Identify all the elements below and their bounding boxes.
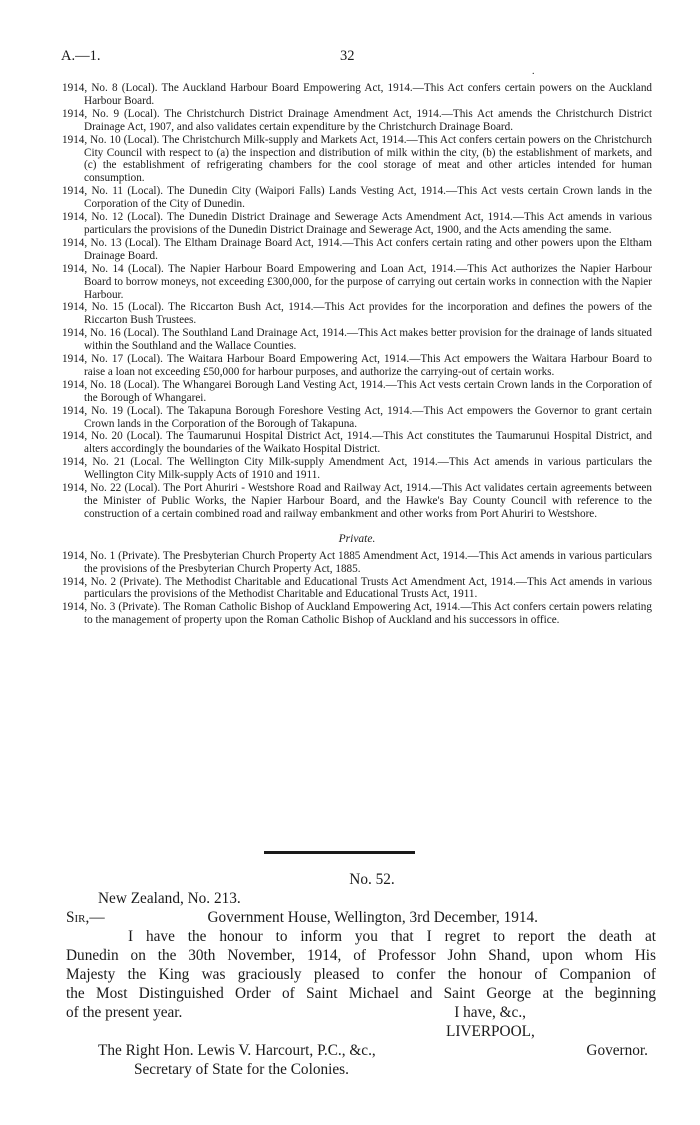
addressee-title: Secretary of State for the Colonies. xyxy=(134,1061,349,1078)
act-entry: 1914, No. 9 (Local). The Christchurch District Drainage Amendment Act, 1914.—This Act amends the Christchurch District Drainage Act, 1907, and also validates certain expenditure by the Christchurch Drainage Board. xyxy=(62,107,652,133)
despatch-number: No. 52. xyxy=(349,871,395,888)
act-entry: 1914, No. 10 (Local). The Christchurch Milk-supply and Markets Act, 1914.—This Act confers certain powers on the Christchurch City Council with respect to (a) the inspection and distribution of milk within the city, (b) the establishment of markets, and (c) the establishment of refrigerating chambers for the cool storage of meat and other articles intended for human consumption. xyxy=(62,133,652,185)
document-reference: A.—1. xyxy=(61,48,101,64)
addressee-row xyxy=(66,1041,656,1060)
salutation: Sir,— xyxy=(66,909,105,926)
act-entry: 1914, No. 14 (Local). The Napier Harbour Board Empowering and Loan Act, 1914.—This Act authorizes the Napier Harbour Board to borrow moneys, not exceeding £300,000, for the purpose of carrying out certain works in connection with the Napier Harbour. xyxy=(62,262,652,301)
act-entry: 1914, No. 15 (Local). The Riccarton Bush Act, 1914.—This Act provides for the incorporation and defines the powers of the Riccarton Bush Trustees. xyxy=(62,301,652,327)
act-entry: 1914, No. 12 (Local). The Dunedin District Drainage and Sewerage Acts Amendment Act, 1914.—This Act amends in various particulars the provisions of the Dunedin District Drainage and Sewerage Act, 1900, and the Acts amending the same. xyxy=(62,211,652,236)
private-section-heading: Private. xyxy=(338,532,376,545)
despatch-reference: New Zealand, No. 213. xyxy=(98,890,241,907)
act-entry: 1914, No. 21 (Local. The Wellington City Milk-supply Amendment Act, 1914.—This Act amends in various particulars the Wellington City Milk-supply Acts of 1910 and 1911. xyxy=(62,456,652,482)
act-entry: 1914, No. 11 (Local). The Dunedin City (Waipori Falls) Lands Vesting Act, 1914.—This Act vests certain Crown lands in the Corporation of the City of Dunedin. xyxy=(62,185,652,211)
act-entry: 1914, No. 17 (Local). The Waitara Harbour Board Empowering Act, 1914.—This Act empowers the Waitara Harbour Board to raise a loan not exceeding £50,000 for harbour purposes, and authorize the carrying-out of certain works. xyxy=(62,353,652,378)
act-entry: 1914, No. 8 (Local). The Auckland Harbour Board Empowering Act, 1914.—This Act confers certain powers on the Auckland Harbour Board. xyxy=(62,82,652,107)
letter-body-line: Majesty the King was graciously pleased to confer the honour of Companion of xyxy=(66,966,656,983)
acts-list xyxy=(62,82,652,627)
letter-body-line: of the present year. xyxy=(66,1004,183,1021)
addressee-name: The Right Hon. Lewis V. Harcourt, P.C., &c., xyxy=(98,1042,376,1059)
salutation-row xyxy=(66,908,656,927)
signature: LIVERPOOL, xyxy=(446,1023,535,1040)
private-act-entry: 1914, No. 3 (Private). The Roman Catholic Bishop of Auckland Empowering Act, 1914.—This Act confers certain powers relating to the management of property upon the Roman Catholic Bishop of Auckland and his successors in office. xyxy=(62,601,652,627)
header-mark: . xyxy=(532,66,535,77)
letter-body-line: the Most Distinguished Order of Saint Michael and Saint George at the beginning xyxy=(66,985,656,1002)
act-entry: 1914, No. 22 (Local). The Port Ahuriri - Westshore Road and Railway Act, 1914.—This Act validates certain agreements between the Minister of Public Works, the Napier Harbour Board, and the Hawke's Bay County Council with reference to the construction of a certain combined road and railway embankment and other works from Port Ahuriri to Westshore. xyxy=(62,482,652,520)
sender-address: Government House, Wellington, 3rd December, 1914. xyxy=(207,909,538,926)
act-entry: 1914, No. 18 (Local). The Whangarei Borough Land Vesting Act, 1914.—This Act vests certain Crown lands in the Corporation of the Borough of Whangarei. xyxy=(62,378,652,404)
private-act-entry: 1914, No. 2 (Private). The Methodist Charitable and Educational Trusts Act Amendment Act, 1914.—This Act amends in various particulars the provisions of the Methodist Charitable and Educational Trusts Act, 1911. xyxy=(62,575,652,601)
closing-phrase: I have, &c., xyxy=(454,1004,526,1021)
despatch-letter xyxy=(66,870,656,1079)
act-entry: 1914, No. 20 (Local). The Taumarunui Hospital District Act, 1914.—This Act constitutes the Taumarunui Hospital District, and alters accordingly the boundaries of the Waikato Hospital District. xyxy=(62,430,652,456)
page-number: 32 xyxy=(340,48,355,64)
letter-body-line: I have the honour to inform you that I regret to report the death at xyxy=(128,928,656,945)
letter-body-line: Dunedin on the 30th November, 1914, of Professor John Shand, upon whom His xyxy=(66,947,656,964)
section-divider xyxy=(264,851,415,854)
act-entry: 1914, No. 13 (Local). The Eltham Drainage Board Act, 1914.—This Act confers certain rating and other powers upon the Eltham Drainage Board. xyxy=(62,236,652,262)
private-act-entry: 1914, No. 1 (Private). The Presbyterian Church Property Act 1885 Amendment Act, 1914.—This Act amends in various particulars the provisions of the Presbyterian Church Property Act, 1885. xyxy=(62,549,652,575)
act-entry: 1914, No. 16 (Local). The Southland Land Drainage Act, 1914.—This Act makes better provision for the drainage of lands situated within the Southland and the Wallace Counties. xyxy=(62,327,652,353)
act-entry: 1914, No. 19 (Local). The Takapuna Borough Foreshore Vesting Act, 1914.—This Act empowers the Governor to grant certain Crown lands in the Corporation of the Borough of Takapuna. xyxy=(62,404,652,430)
closing-row xyxy=(66,1003,656,1022)
signature-title: Governor. xyxy=(586,1042,648,1059)
